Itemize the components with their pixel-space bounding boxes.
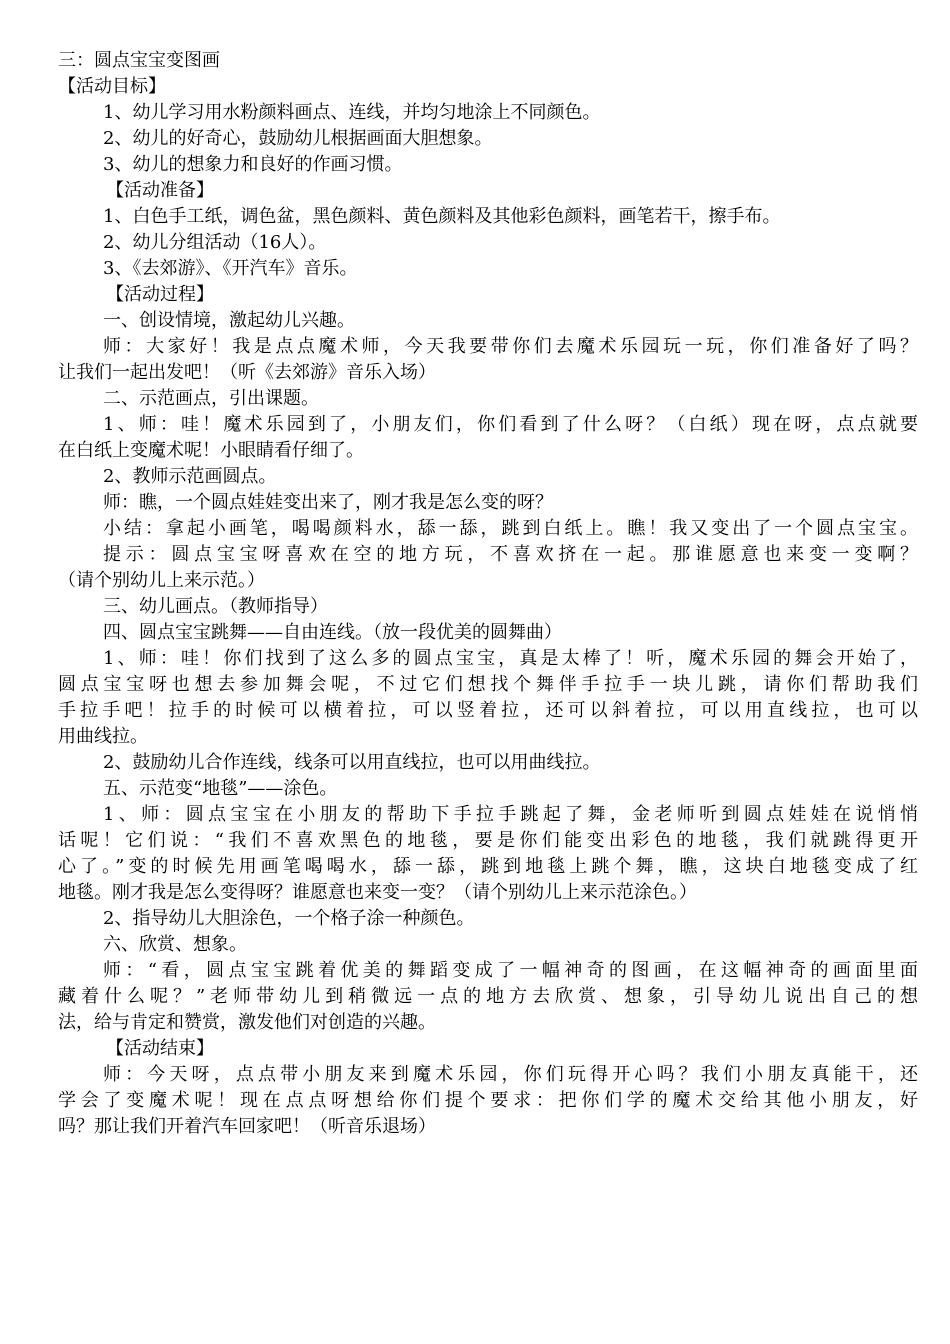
process-line: 六、欣赏、想象。 <box>103 934 247 955</box>
process-line: 师：大家好！我是点点魔术师，今天我要带你们去魔术乐园玩一玩，你们准备好了吗？ <box>103 336 918 357</box>
process-line: 四、圆点宝宝跳舞——自由连线。（放一段优美的圆舞曲） <box>103 622 562 643</box>
process-line: 小结：拿起小画笔，喝喝颜料水，舔一舔，跳到白纸上。瞧！我又变出了一个圆点宝宝。 <box>103 518 918 539</box>
process-line: 1、师：哇！魔术乐园到了，小朋友们，你们看到了什么呀？（白纸）现在呀，点点就要 <box>103 414 918 435</box>
end-heading: 【活动结束】 <box>106 1038 214 1059</box>
process-line: 地毯。刚才我是怎么变得呀？谁愿意也来变一变？（请个别幼儿上来示范涂色。） <box>58 882 697 903</box>
document-page <box>58 48 918 1140</box>
process-line: （请个别幼儿上来示范。） <box>58 570 265 591</box>
process-line: 让我们一起出发吧！（听《去郊游》音乐入场） <box>58 362 436 383</box>
process-line: 1、师：圆点宝宝在小朋友的帮助下手拉手跳起了舞，金老师听到圆点娃娃在说悄悄 <box>103 804 918 825</box>
process-line: 2、教师示范画圆点。 <box>103 466 277 487</box>
prep-heading: 【活动准备】 <box>106 180 214 201</box>
end-line: 吗？那让我们开着汽车回家吧！（听音乐退场） <box>58 1116 436 1137</box>
goals-heading: 【活动目标】 <box>58 76 166 97</box>
process-line: 圆点宝宝呀也想去参加舞会呢，不过它们想找个舞伴手拉手一块儿跳，请你们帮助我们 <box>58 674 918 695</box>
process-line: 2、指导幼儿大胆涂色，一个格子涂一种颜色。 <box>103 908 475 929</box>
process-line: 手拉手吧！拉手的时候可以横着拉，可以竖着拉，还可以斜着拉，可以用直线拉，也可以 <box>58 700 918 721</box>
process-line: 师：“看，圆点宝宝跳着优美的舞蹈变成了一幅神奇的图画，在这幅神奇的画面里面 <box>103 960 918 981</box>
process-line: 2、鼓励幼儿合作连线，线条可以用直线拉，也可以用曲线拉。 <box>103 752 601 773</box>
process-line: 师：瞧，一个圆点娃娃变出来了，刚才我是怎么变的呀？ <box>103 492 553 513</box>
goal-item: 1、幼儿学习用水粉颜料画点、连线，并均匀地涂上不同颜色。 <box>103 102 601 123</box>
process-line: 1、师：哇！你们找到了这么多的圆点宝宝，真是太棒了！听，魔术乐园的舞会开始了， <box>103 648 918 669</box>
process-line: 心了。”变的时候先用画笔喝喝水，舔一舔，跳到地毯上跳个舞，瞧，这块白地毯变成了红 <box>58 856 918 877</box>
process-line: 在白纸上变魔术呢！小眼睛看仔细了。 <box>58 440 364 461</box>
goal-item: 3、幼儿的想象力和良好的作画习惯。 <box>103 154 403 175</box>
process-line: 用曲线拉。 <box>58 726 148 747</box>
process-line: 藏着什么呢？”老师带幼儿到稍微远一点的地方去欣赏、想象，引导幼儿说出自己的想 <box>58 986 918 1007</box>
prep-item: 1、白色手工纸，调色盆，黑色颜料、黄色颜料及其他彩色颜料，画笔若干，擦手布。 <box>103 206 781 227</box>
prep-item: 2、幼儿分组活动（16人）。 <box>103 232 327 253</box>
process-line: 二、示范画点，引出课题。 <box>103 388 319 409</box>
end-line: 学会了变魔术呢！现在点点呀想给你们提个要求：把你们学的魔术交给其他小朋友，好 <box>58 1090 918 1111</box>
document-title: 三：圆点宝宝变图画 <box>58 50 220 71</box>
process-line: 五、示范变“地毯”——涂色。 <box>103 778 338 799</box>
goal-item: 2、幼儿的好奇心，鼓励幼儿根据画面大胆想象。 <box>103 128 493 149</box>
process-line: 提示：圆点宝宝呀喜欢在空的地方玩，不喜欢挤在一起。那谁愿意也来变一变啊？ <box>103 544 918 565</box>
end-line: 师：今天呀，点点带小朋友来到魔术乐园，你们玩得开心吗？我们小朋友真能干，还 <box>103 1064 918 1085</box>
process-line: 三、幼儿画点。（教师指导） <box>103 596 328 617</box>
process-line: 话呢！它们说：“我们不喜欢黑色的地毯，要是你们能变出彩色的地毯，我们就跳得更开 <box>58 830 918 851</box>
process-heading: 【活动过程】 <box>106 284 214 305</box>
process-line: 一、创设情境，激起幼儿兴趣。 <box>103 310 355 331</box>
prep-item: 3、《去郊游》、《开汽车》音乐。 <box>103 258 358 279</box>
process-line: 法，给与肯定和赞赏，激发他们对创造的兴趣。 <box>58 1012 436 1033</box>
